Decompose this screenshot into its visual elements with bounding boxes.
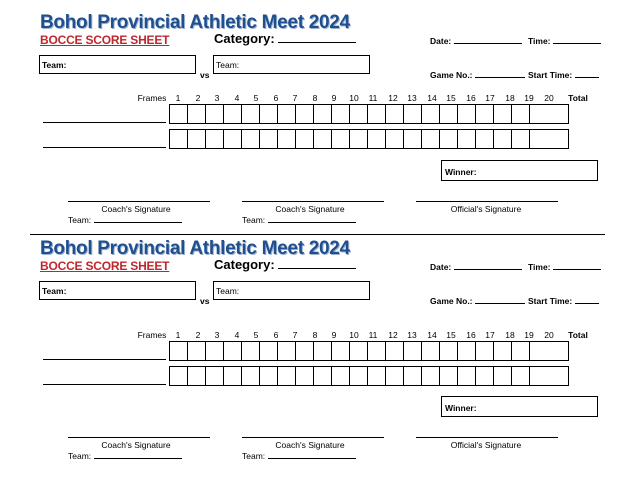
frame-number: 6 (273, 93, 279, 103)
frame-number: 20 (544, 93, 554, 103)
start-time-input-line[interactable] (575, 77, 599, 78)
score-cell[interactable] (476, 367, 494, 386)
score-cell[interactable] (260, 367, 278, 386)
frame-number: 16 (466, 93, 476, 103)
vs-label: vs (200, 70, 210, 80)
total-cell[interactable] (530, 105, 569, 124)
score-cell[interactable] (440, 130, 458, 149)
frame-number: 5 (253, 330, 259, 340)
score-cell[interactable] (386, 342, 404, 361)
team-a-box[interactable] (39, 281, 196, 300)
score-cell[interactable] (368, 130, 386, 149)
total-label: Total (568, 93, 588, 103)
score-cell[interactable] (404, 130, 422, 149)
score-cell[interactable] (260, 342, 278, 361)
score-cell[interactable] (224, 367, 242, 386)
score-cell[interactable] (224, 342, 242, 361)
score-cell[interactable] (440, 342, 458, 361)
score-cell[interactable] (368, 105, 386, 124)
official-signature-label: Official's Signature (450, 440, 522, 450)
score-cell[interactable] (422, 105, 440, 124)
score-cell[interactable] (314, 105, 332, 124)
coach-b-team-field[interactable] (242, 451, 356, 461)
frame-number: 13 (407, 93, 417, 103)
score-cell[interactable] (260, 130, 278, 149)
score-cell[interactable] (188, 342, 206, 361)
coach-b-team-field[interactable] (242, 215, 356, 225)
frames-label: Frames (137, 93, 167, 103)
score-cell[interactable] (206, 130, 224, 149)
frame-number: 1 (175, 93, 181, 103)
coach-b-team-input-line[interactable] (268, 222, 356, 223)
official-signature-label: Official's Signature (450, 204, 522, 214)
score-cell[interactable] (368, 342, 386, 361)
game-no-label: Game No.: (430, 296, 473, 306)
date-label: Date: (430, 36, 452, 46)
team-a-box[interactable] (39, 55, 196, 74)
category-input-line[interactable] (278, 42, 356, 43)
sheet-title: Bohol Provincial Athletic Meet 2024 (40, 238, 350, 259)
frame-number: 15 (446, 330, 456, 340)
time-input-line[interactable] (553, 269, 601, 270)
frame-number: 4 (234, 330, 240, 340)
score-cell[interactable] (494, 105, 512, 124)
category-field[interactable] (214, 257, 356, 272)
score-grid-team-a (169, 341, 569, 361)
category-input-line[interactable] (278, 268, 356, 269)
coach-a-signature-label: Coach's Signature (101, 204, 171, 214)
score-cell[interactable] (494, 367, 512, 386)
coach-a-team-input-line[interactable] (94, 458, 182, 459)
coach-a-team-label: Team: (68, 451, 92, 461)
score-cell[interactable] (296, 342, 314, 361)
score-cell[interactable] (242, 105, 260, 124)
total-cell[interactable] (530, 342, 569, 361)
score-cell[interactable] (296, 130, 314, 149)
score-cell[interactable] (242, 130, 260, 149)
coach-a-signature-line[interactable] (68, 201, 210, 202)
score-cell[interactable] (422, 342, 440, 361)
score-cell[interactable] (458, 130, 476, 149)
frame-number: 12 (388, 93, 398, 103)
time-field[interactable] (528, 262, 601, 272)
official-signature-line[interactable] (416, 437, 558, 438)
time-field[interactable] (528, 36, 601, 46)
score-cell[interactable] (476, 105, 494, 124)
score-cell[interactable] (332, 130, 350, 149)
frame-number: 14 (427, 93, 437, 103)
score-cell[interactable] (512, 367, 530, 386)
coach-b-signature-label: Coach's Signature (275, 440, 345, 450)
score-cell[interactable] (188, 130, 206, 149)
score-cell[interactable] (170, 367, 188, 386)
frame-number: 7 (292, 330, 298, 340)
score-cell[interactable] (170, 342, 188, 361)
time-label: Time: (528, 36, 551, 46)
frame-number: 10 (349, 93, 359, 103)
frame-number: 2 (195, 330, 201, 340)
coach-a-team-field[interactable] (68, 451, 182, 461)
score-cell[interactable] (512, 342, 530, 361)
score-cell[interactable] (350, 130, 368, 149)
score-cell[interactable] (476, 342, 494, 361)
team-b-name-line[interactable] (43, 146, 166, 148)
game-no-label: Game No.: (430, 70, 473, 80)
score-cell[interactable] (188, 367, 206, 386)
frame-number: 5 (253, 93, 259, 103)
frames-label: Frames (137, 330, 167, 340)
start-time-label: Start Time: (528, 296, 573, 306)
score-cell[interactable] (260, 105, 278, 124)
frame-number: 15 (446, 93, 456, 103)
score-cell[interactable] (422, 130, 440, 149)
score-grid-team-b (169, 129, 569, 149)
score-cell[interactable] (278, 367, 296, 386)
time-input-line[interactable] (553, 43, 601, 44)
score-cell[interactable] (170, 105, 188, 124)
score-cell[interactable] (224, 105, 242, 124)
coach-b-signature-line[interactable] (242, 201, 384, 202)
frame-number: 9 (331, 93, 337, 103)
coach-a-signature-line[interactable] (68, 437, 210, 438)
coach-a-team-field[interactable] (68, 215, 182, 225)
score-cell[interactable] (206, 342, 224, 361)
start-time-input-line[interactable] (575, 303, 599, 304)
score-cell[interactable] (440, 367, 458, 386)
frame-number: 19 (524, 93, 534, 103)
score-sheet-bottom (0, 238, 638, 470)
team-a-name-line[interactable] (43, 358, 166, 360)
score-cell[interactable] (350, 105, 368, 124)
start-time-label: Start Time: (528, 70, 573, 80)
time-label: Time: (528, 262, 551, 272)
score-cell[interactable] (512, 105, 530, 124)
score-cell[interactable] (476, 130, 494, 149)
coach-b-team-label: Team: (242, 215, 266, 225)
team-a-label: Team: (42, 286, 67, 296)
date-label: Date: (430, 262, 452, 272)
score-cell[interactable] (278, 105, 296, 124)
frame-number: 10 (349, 330, 359, 340)
score-cell[interactable] (422, 367, 440, 386)
score-sheet-top (0, 12, 638, 244)
coach-a-team-input-line[interactable] (94, 222, 182, 223)
score-cell[interactable] (404, 105, 422, 124)
frame-number: 4 (234, 93, 240, 103)
score-cell[interactable] (296, 367, 314, 386)
frame-number: 17 (485, 93, 495, 103)
coach-b-signature-line[interactable] (242, 437, 384, 438)
coach-b-team-label: Team: (242, 451, 266, 461)
team-b-label: Team: (216, 60, 240, 70)
score-cell[interactable] (188, 105, 206, 124)
date-input-line[interactable] (454, 269, 522, 270)
score-cell[interactable] (314, 130, 332, 149)
frame-number: 6 (273, 330, 279, 340)
score-cell[interactable] (350, 367, 368, 386)
score-cell[interactable] (386, 105, 404, 124)
date-field[interactable] (430, 262, 522, 272)
score-cell[interactable] (494, 342, 512, 361)
frame-number: 3 (214, 330, 220, 340)
sheet-divider (30, 234, 605, 235)
frame-number: 18 (505, 330, 515, 340)
official-signature-line[interactable] (416, 201, 558, 202)
team-b-box[interactable] (213, 55, 370, 74)
score-cell[interactable] (242, 342, 260, 361)
frame-number: 8 (312, 93, 318, 103)
sheet-subtitle: BOCCE SCORE SHEET (40, 33, 170, 47)
total-cell[interactable] (530, 130, 569, 149)
score-cell[interactable] (278, 342, 296, 361)
score-cell[interactable] (206, 367, 224, 386)
frame-number: 13 (407, 330, 417, 340)
total-cell[interactable] (530, 367, 569, 386)
frame-number: 7 (292, 93, 298, 103)
score-grid-team-a (169, 104, 569, 124)
score-cell[interactable] (278, 130, 296, 149)
score-cell[interactable] (314, 342, 332, 361)
frame-number: 9 (331, 330, 337, 340)
coach-b-signature-label: Coach's Signature (275, 204, 345, 214)
total-label: Total (568, 330, 588, 340)
score-cell[interactable] (512, 130, 530, 149)
score-cell[interactable] (386, 367, 404, 386)
frame-number: 3 (214, 93, 220, 103)
team-a-label: Team: (42, 60, 67, 70)
score-cell[interactable] (404, 367, 422, 386)
score-cell[interactable] (206, 105, 224, 124)
category-label: Category: (214, 257, 275, 272)
game-no-input-line[interactable] (475, 303, 525, 304)
date-input-line[interactable] (454, 43, 522, 44)
score-cell[interactable] (350, 342, 368, 361)
score-grid-team-b (169, 366, 569, 386)
team-b-name-line[interactable] (43, 383, 166, 385)
frame-number: 1 (175, 330, 181, 340)
game-no-input-line[interactable] (475, 77, 525, 78)
date-field[interactable] (430, 36, 522, 46)
frame-number: 2 (195, 93, 201, 103)
category-label: Category: (214, 31, 275, 46)
start-time-field[interactable] (528, 70, 599, 80)
category-field[interactable] (214, 31, 356, 46)
score-cell[interactable] (314, 367, 332, 386)
frame-number: 11 (368, 93, 378, 103)
game-no-field[interactable] (430, 70, 525, 80)
vs-label: vs (200, 296, 210, 306)
score-cell[interactable] (296, 105, 314, 124)
frame-number: 11 (368, 330, 378, 340)
game-no-field[interactable] (430, 296, 525, 306)
coach-a-signature-label: Coach's Signature (101, 440, 171, 450)
score-cell[interactable] (458, 367, 476, 386)
score-cell[interactable] (332, 342, 350, 361)
score-cell[interactable] (404, 342, 422, 361)
coach-b-team-input-line[interactable] (268, 458, 356, 459)
score-cell[interactable] (494, 130, 512, 149)
winner-box[interactable] (441, 160, 598, 181)
winner-label: Winner: (445, 167, 477, 177)
score-cell[interactable] (368, 367, 386, 386)
start-time-field[interactable] (528, 296, 599, 306)
frame-number: 12 (388, 330, 398, 340)
score-cell[interactable] (242, 367, 260, 386)
frame-number: 16 (466, 330, 476, 340)
score-cell[interactable] (170, 130, 188, 149)
team-b-label: Team: (216, 286, 240, 296)
frame-number: 17 (485, 330, 495, 340)
sheet-subtitle: BOCCE SCORE SHEET (40, 259, 170, 273)
score-cell[interactable] (458, 105, 476, 124)
score-cell[interactable] (332, 105, 350, 124)
winner-box[interactable] (441, 396, 598, 417)
team-b-box[interactable] (213, 281, 370, 300)
frame-number: 8 (312, 330, 318, 340)
score-cell[interactable] (224, 130, 242, 149)
score-cell[interactable] (386, 130, 404, 149)
team-a-name-line[interactable] (43, 121, 166, 123)
score-cell[interactable] (332, 367, 350, 386)
coach-a-team-label: Team: (68, 215, 92, 225)
frame-number: 14 (427, 330, 437, 340)
winner-label: Winner: (445, 403, 477, 413)
score-cell[interactable] (440, 105, 458, 124)
score-cell[interactable] (458, 342, 476, 361)
sheet-title: Bohol Provincial Athletic Meet 2024 (40, 12, 350, 33)
frame-number: 19 (524, 330, 534, 340)
frame-number: 18 (505, 93, 515, 103)
frame-number: 20 (544, 330, 554, 340)
